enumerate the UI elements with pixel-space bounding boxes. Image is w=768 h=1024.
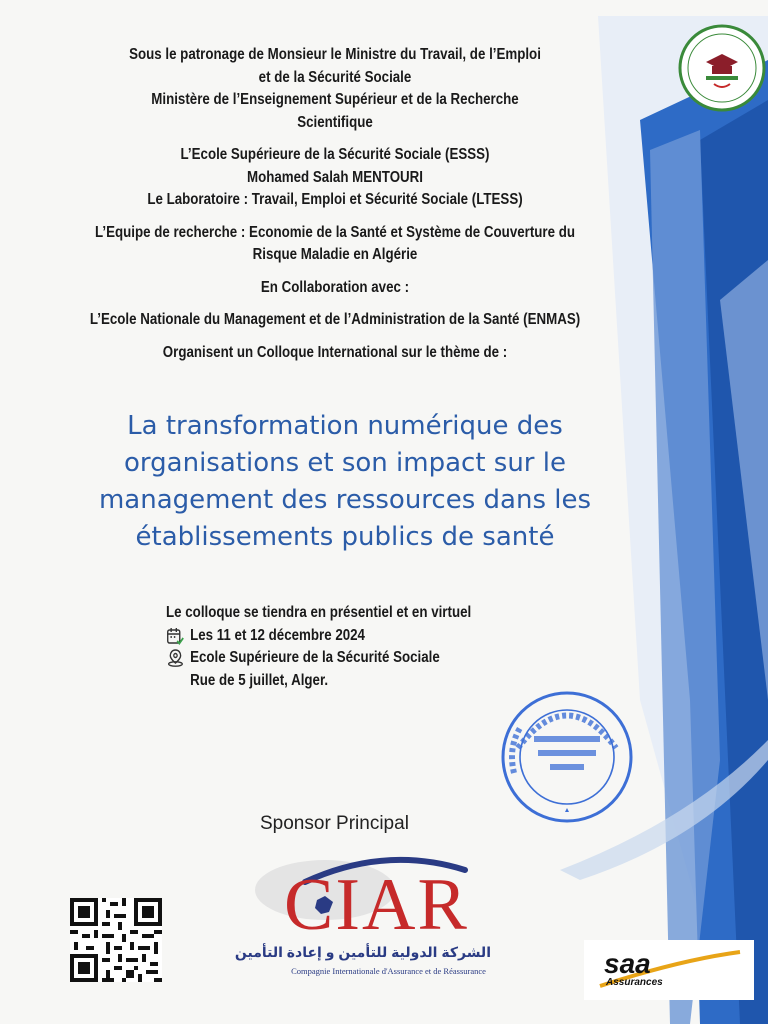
title-line: La transformation numérique des — [127, 411, 563, 441]
header-line: Mohamed Salah MENTOURI — [246, 168, 424, 186]
header-line: Scientifique — [297, 113, 373, 131]
title-line: établissements publics de santé — [135, 522, 555, 552]
event-details — [166, 602, 510, 692]
location-pin-icon — [166, 649, 185, 667]
header-line: Organisent un Colloque International sur le thème de : — [162, 343, 508, 361]
event-venue-row — [166, 647, 510, 670]
saa-logo-subtext: Assurances — [606, 977, 663, 988]
header-line: Ministère de l’Enseignement Supérieur et de la Recherche — [151, 91, 519, 108]
event-mode: Le colloque se tiendra en présentiel et en virtuel — [166, 604, 472, 621]
colloquium-title — [30, 408, 660, 556]
event-date-row — [166, 625, 510, 648]
event-address: Rue de 5 juillet, Alger. — [190, 671, 329, 689]
ciar-logo-text: CIAR — [284, 864, 469, 946]
event-venue: Ecole Supérieure de la Sécurité Sociale — [190, 649, 440, 666]
calendar-check-icon — [166, 627, 185, 645]
ciar-french-name: Compagnie Internationale d'Assurance et de Réassurance — [291, 966, 486, 976]
header-line: Sous le patronage de Monsieur le Ministre du Travail, de l’Emploi — [129, 46, 541, 63]
header-line: et de la Sécurité Sociale — [258, 68, 412, 86]
header-line: Le Laboratoire : Travail, Emploi et Sécurité Sociale (LTESS) — [147, 191, 523, 208]
header-line: L’Equipe de recherche : Economie de la Santé et Système de Couverture du — [94, 223, 576, 241]
sponsor-label: Sponsor Principal — [260, 813, 409, 834]
header-block — [81, 44, 588, 364]
qr-code[interactable] — [70, 898, 162, 982]
official-stamp — [498, 688, 636, 826]
header-line: En Collaboration avec : — [260, 278, 410, 296]
header-line: Risque Maladie en Algérie — [252, 246, 418, 263]
title-line: management des ressources dans les — [98, 485, 592, 515]
title-line: organisations et son impact sur le — [124, 448, 566, 478]
esss-logo — [676, 22, 768, 114]
saa-logo-text: saa — [604, 948, 651, 979]
header-line: L’Ecole Supérieure de la Sécurité Sociale (ESSS) — [180, 146, 490, 163]
header-line: L’Ecole Nationale du Management et de l’Administration de la Santé (ENMAS) — [89, 311, 581, 328]
ciar-arabic-name: الشركة الدولية للتأمين و إعادة التأمين — [234, 944, 491, 960]
event-date: Les 11 et 12 décembre 2024 — [190, 626, 365, 644]
